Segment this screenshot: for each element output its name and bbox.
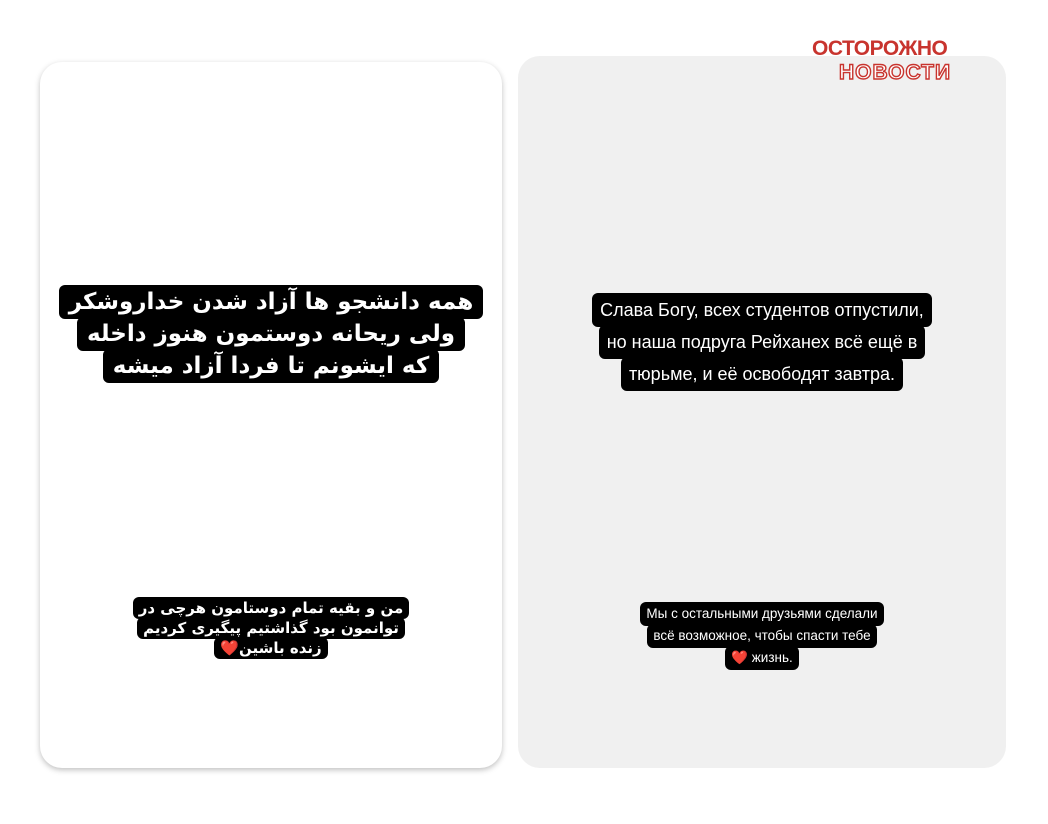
caption-line: всё возможное, чтобы спасти тебе [647, 624, 876, 648]
caption-line: توانمون بود گذاشتیم پیگیری کردیم [137, 617, 405, 639]
left-secondary-caption [40, 598, 502, 658]
caption-line: زنده باشین❤️ [214, 637, 327, 659]
caption-line: тюрьме, и её освободят завтра. [621, 357, 903, 391]
right-main-caption [518, 294, 1006, 390]
watermark-logo [812, 37, 974, 89]
caption-line: همه دانشجو ها آزاد شدن خداروشکر [59, 285, 484, 319]
right-secondary-caption [518, 603, 1006, 669]
left-main-caption [40, 286, 502, 382]
caption-line: Слава Богу, всех студентов отпустили, [592, 293, 932, 327]
caption-line: ولی ریحانه دوستمون هنوز داخله [77, 317, 465, 351]
watermark-line2: НОВОСТИ [839, 61, 952, 84]
left-story-panel [40, 62, 502, 768]
caption-line: но наша подруга Рейханех всё ещё в [599, 325, 926, 359]
right-story-panel [518, 56, 1006, 768]
caption-line: من و بقیه تمام دوستامون هرچی در [133, 597, 409, 619]
watermark-line1: ОСТОРОЖНО [812, 37, 948, 60]
caption-line: ❤️ жизнь. [725, 646, 799, 670]
caption-line: Мы с остальными друзьями сделали [640, 602, 883, 626]
caption-line: که ایشونم تا فردا آزاد میشه [103, 349, 440, 383]
